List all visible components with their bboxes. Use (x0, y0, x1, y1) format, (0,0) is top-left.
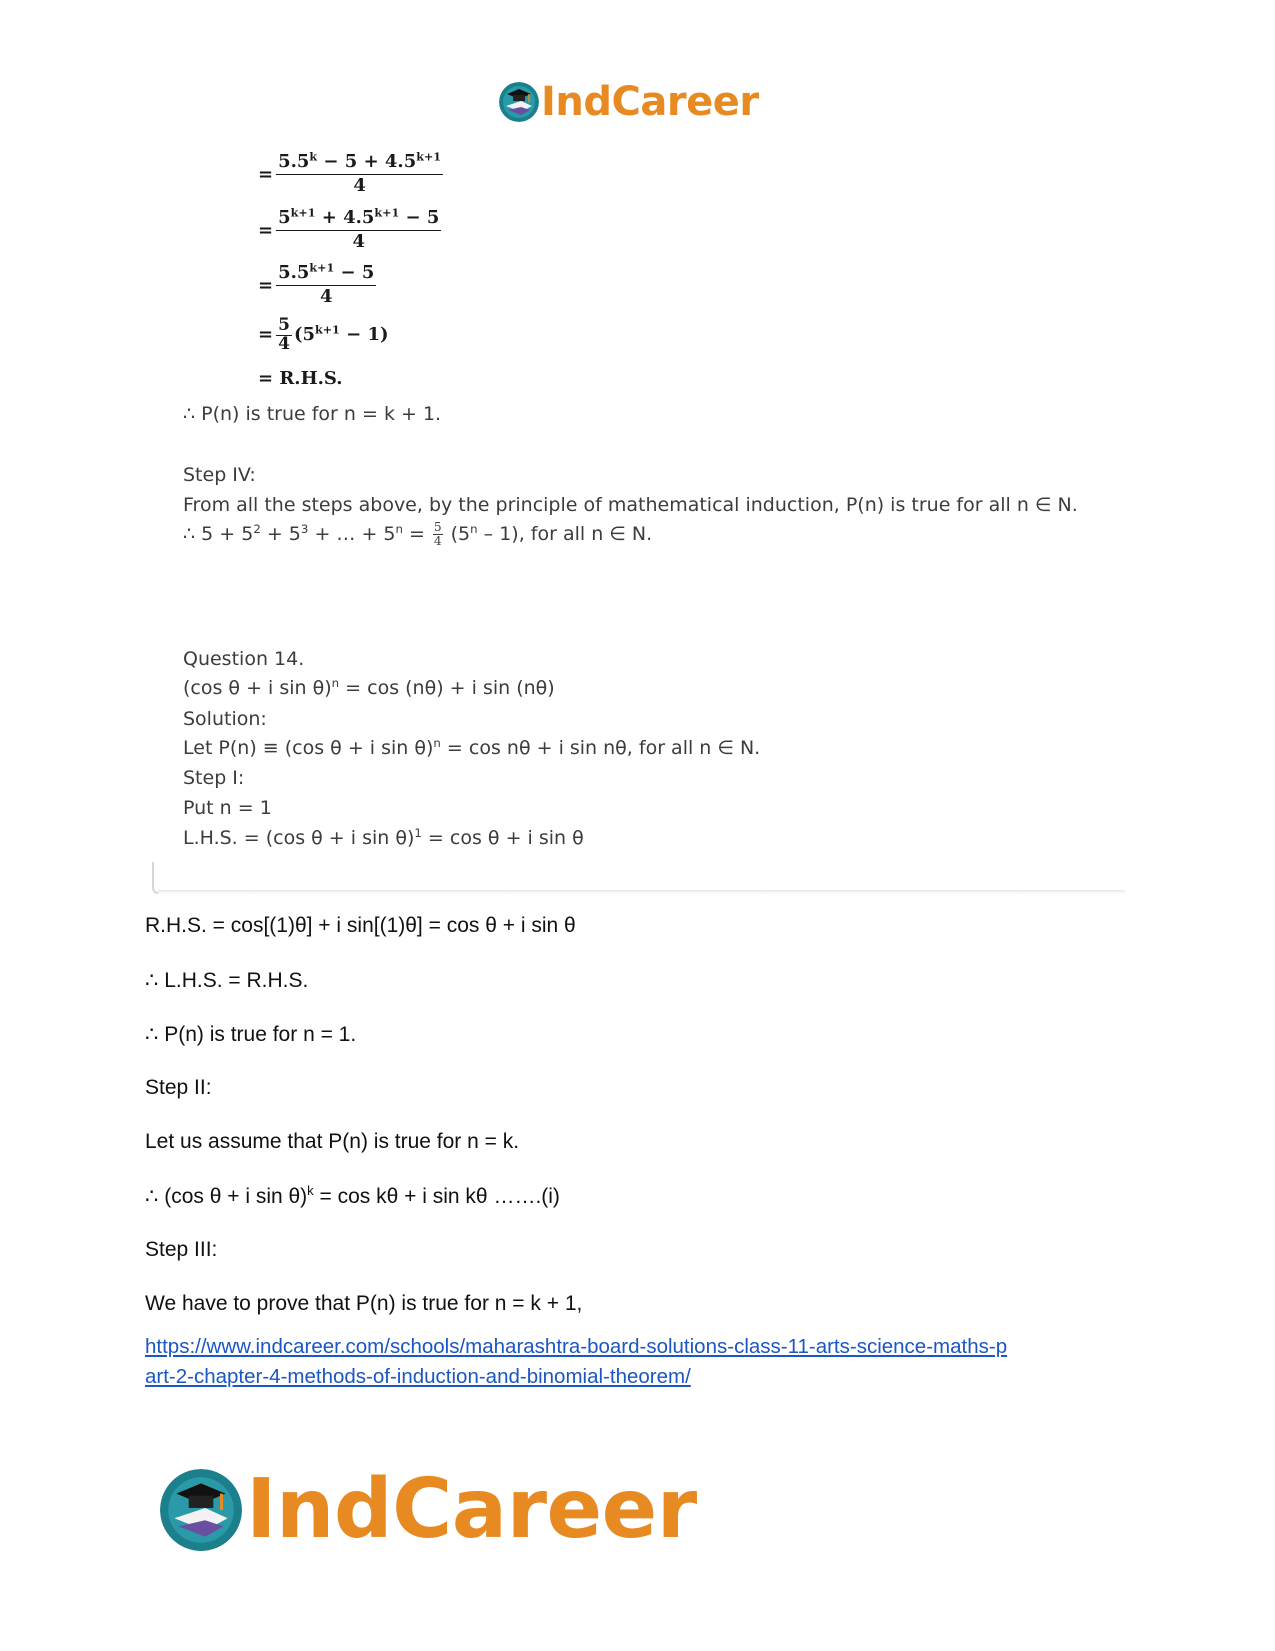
derivation-row: = $\frac{5.5^{k+1} - 5}{4}$ (258, 261, 375, 307)
let-statement: Let P(n) ≡ (cos θ + i sin θ)$^n$ = cos nθ + i sin nθ, for all n ∈ N. (183, 735, 761, 759)
prove-line: We have to prove that P(n) is true for n = k + 1, (145, 1292, 583, 1315)
conclusion-line: ∴ P(n) is true for n = k + 1. (183, 403, 442, 425)
principle-line: From all the steps above, by the principle of mathematical induction, P(n) is true for all n ∈ N. (183, 494, 1078, 516)
step-heading: Step III: (145, 1238, 218, 1261)
derivation-row: = $\frac{5^{k+1} + 4.5^{k+1} - 5}{4}$ (258, 206, 440, 252)
graduation-cap-icon (499, 82, 539, 122)
logo-wordmark: IndCareer (246, 1462, 697, 1557)
rhs-line: R.H.S. = cos[(1)θ] + i sin[(1)θ] = cos θ + i sin θ (145, 914, 576, 937)
lhs-line: L.H.S. = (cos θ + i sin θ)$^1$ = cos θ + i sin θ (183, 825, 584, 849)
embedded-solution-screenshot (152, 150, 1125, 895)
step-heading: Step IV: (183, 464, 256, 486)
question-heading: Question 14. (183, 648, 305, 670)
source-link-line[interactable]: https://www.indcareer.com/schools/maharashtra-board-solutions-class-11-arts-science-maths-p (145, 1335, 1008, 1358)
step-heading: Step I: (183, 767, 245, 789)
derivation-row: = $\frac{5.5^k - 5 + 4.5^{k+1}}{4}$ (258, 150, 442, 196)
lhs-equals-rhs-line: ∴ L.H.S. = R.H.S. (145, 969, 309, 992)
true-for-one-line: ∴ P(n) is true for n = 1. (145, 1023, 357, 1046)
question-expression: (cos θ + i sin θ)$^n$ = cos (nθ) + i sin (nθ) (183, 675, 555, 699)
screenshot-divider (158, 890, 1125, 894)
equation-i-line: ∴ (cos θ + i sin θ)$^k$ = cos kθ + i sin kθ …….(i) (145, 1183, 560, 1208)
graduation-cap-icon (160, 1469, 242, 1551)
footer-logo (160, 1462, 697, 1557)
derivation-row: = R.H.S. (258, 368, 343, 389)
solution-heading: Solution: (183, 708, 267, 730)
source-link[interactable] (145, 1332, 1075, 1392)
derivation-row: = $\frac{5}{4}$ $(5^{k+1} - 1)$ (258, 315, 389, 354)
header-logo (499, 80, 759, 124)
logo-wordmark: IndCareer (541, 79, 759, 125)
step-heading: Step II: (145, 1076, 212, 1099)
result-line: ∴ $5 + 5^2 + 5^3$ + … + $5^n$ = $\frac{5}{4}$ (5$^n$ – 1), for all n ∈ N. (183, 520, 653, 548)
source-link-line[interactable]: art-2-chapter-4-methods-of-induction-and-binomial-theorem/ (145, 1365, 691, 1388)
assume-line: Let us assume that P(n) is true for n = k. (145, 1130, 520, 1153)
put-line: Put n = 1 (183, 797, 272, 819)
